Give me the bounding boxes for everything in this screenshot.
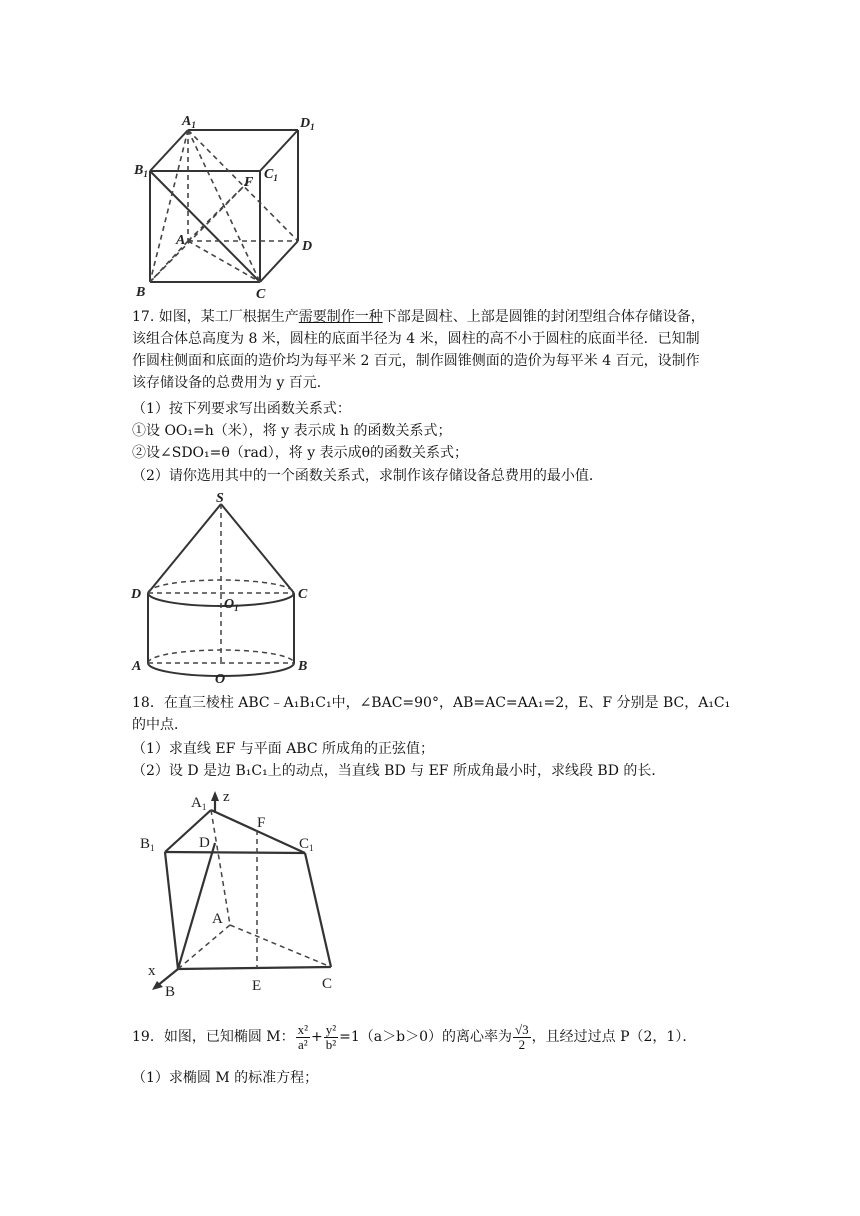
p18-line2: 的中点． bbox=[132, 717, 188, 733]
label-c1: $C_1$ bbox=[264, 167, 278, 183]
cube-figure bbox=[130, 110, 330, 300]
p17-line3: 作圆柱侧面和底面的造价均为每平米 2 百元，制作圆锥侧面的造价为每平米 4 百元，设制作 bbox=[132, 353, 700, 369]
label-c: C bbox=[298, 587, 308, 602]
label-b: B bbox=[136, 285, 146, 300]
cone-cylinder-figure bbox=[128, 490, 328, 685]
label-c: C bbox=[322, 976, 333, 992]
label-c: C bbox=[256, 287, 266, 300]
label-b1: $B_1$ bbox=[134, 163, 148, 179]
label-a: A bbox=[176, 233, 186, 248]
label-d: D bbox=[131, 587, 142, 602]
label-a: A bbox=[132, 659, 142, 674]
p17-item2: ②设∠SDO₁=θ（rad），将 y 表示成θ的函数关系式； bbox=[132, 445, 469, 461]
label-b1: $B_1$ bbox=[140, 836, 155, 853]
fraction-x2-a2: $\frac{\text{x²}}{\text{a²}}$ bbox=[297, 1021, 309, 1052]
p17-line4: 该存储设备的总费用为 y 百元． bbox=[132, 375, 331, 391]
label-a1: $A_1$ bbox=[182, 114, 196, 130]
label-b: B bbox=[165, 984, 176, 1000]
p18-line1: 18．在直三棱柱 ABC﹣A₁B₁C₁中，∠BAC=90°，AB=AC=AA₁=2，E、F 分别是 BC，A₁C₁ bbox=[132, 695, 731, 711]
label-s: S bbox=[216, 491, 224, 506]
label-e: E bbox=[252, 978, 262, 994]
p17-part1: （1）按下列要求写出函数关系式： bbox=[132, 401, 351, 417]
fraction-sqrt3-2: $\frac{√3}{2}$ bbox=[515, 1021, 529, 1052]
p17-line2: 该组合体总高度为 8 米，圆柱的底面半径为 4 米，圆柱的高不小于圆柱的底面半径．已知制 bbox=[132, 331, 700, 347]
fraction-y2-b2: $\frac{\text{y²}}{\text{b²}}$ bbox=[325, 1021, 337, 1052]
p19-line1: 19．如图，已知椭圆 M： $\frac{\text{x²}}{\text{a²}}$ + $\frac{\text{y²}}{\text{b²}}$ =1（a＞b＞0）的离心率为 $\frac{√3}{2}$ ，且经过过点 P（2，1）． bbox=[132, 1021, 697, 1052]
label-d: D bbox=[199, 835, 210, 851]
label-a: A bbox=[212, 911, 223, 927]
label-o1: $O_1$ bbox=[224, 597, 239, 613]
p17-item1: ①设 OO₁=h（米），将 y 表示成 h 的函数关系式； bbox=[132, 423, 452, 439]
p18-part1: （1）求直线 EF 与平面 ABC 所成角的正弦值； bbox=[132, 741, 435, 757]
label-a1: $A_1$ bbox=[191, 795, 207, 812]
label-x: x bbox=[148, 963, 156, 979]
p18-part2: （2）设 D 是边 B₁C₁上的动点，当直线 BD 与 EF 所成角最小时，求线段 BD 的长． bbox=[132, 763, 666, 779]
label-f: F bbox=[257, 815, 266, 831]
prism-figure bbox=[135, 785, 365, 1000]
p19-part1: （1）求椭圆 M 的标准方程； bbox=[132, 1070, 319, 1086]
label-z: z bbox=[223, 789, 230, 805]
label-d: D bbox=[302, 239, 313, 254]
p17-part2: （2）请你选用其中的一个函数关系式，求制作该存储设备总费用的最小值． bbox=[132, 468, 603, 484]
label-f: F bbox=[244, 175, 254, 190]
label-c1: $C_1$ bbox=[299, 836, 314, 853]
label-b: B bbox=[298, 659, 308, 674]
label-d1: $D_1$ bbox=[300, 116, 315, 132]
p17-line1: 17. 如图，某工厂根据生产需要制作一种下部是圆柱、上部是圆锥的封闭型组合体存储设备， bbox=[132, 309, 705, 325]
label-o: O bbox=[215, 672, 226, 685]
